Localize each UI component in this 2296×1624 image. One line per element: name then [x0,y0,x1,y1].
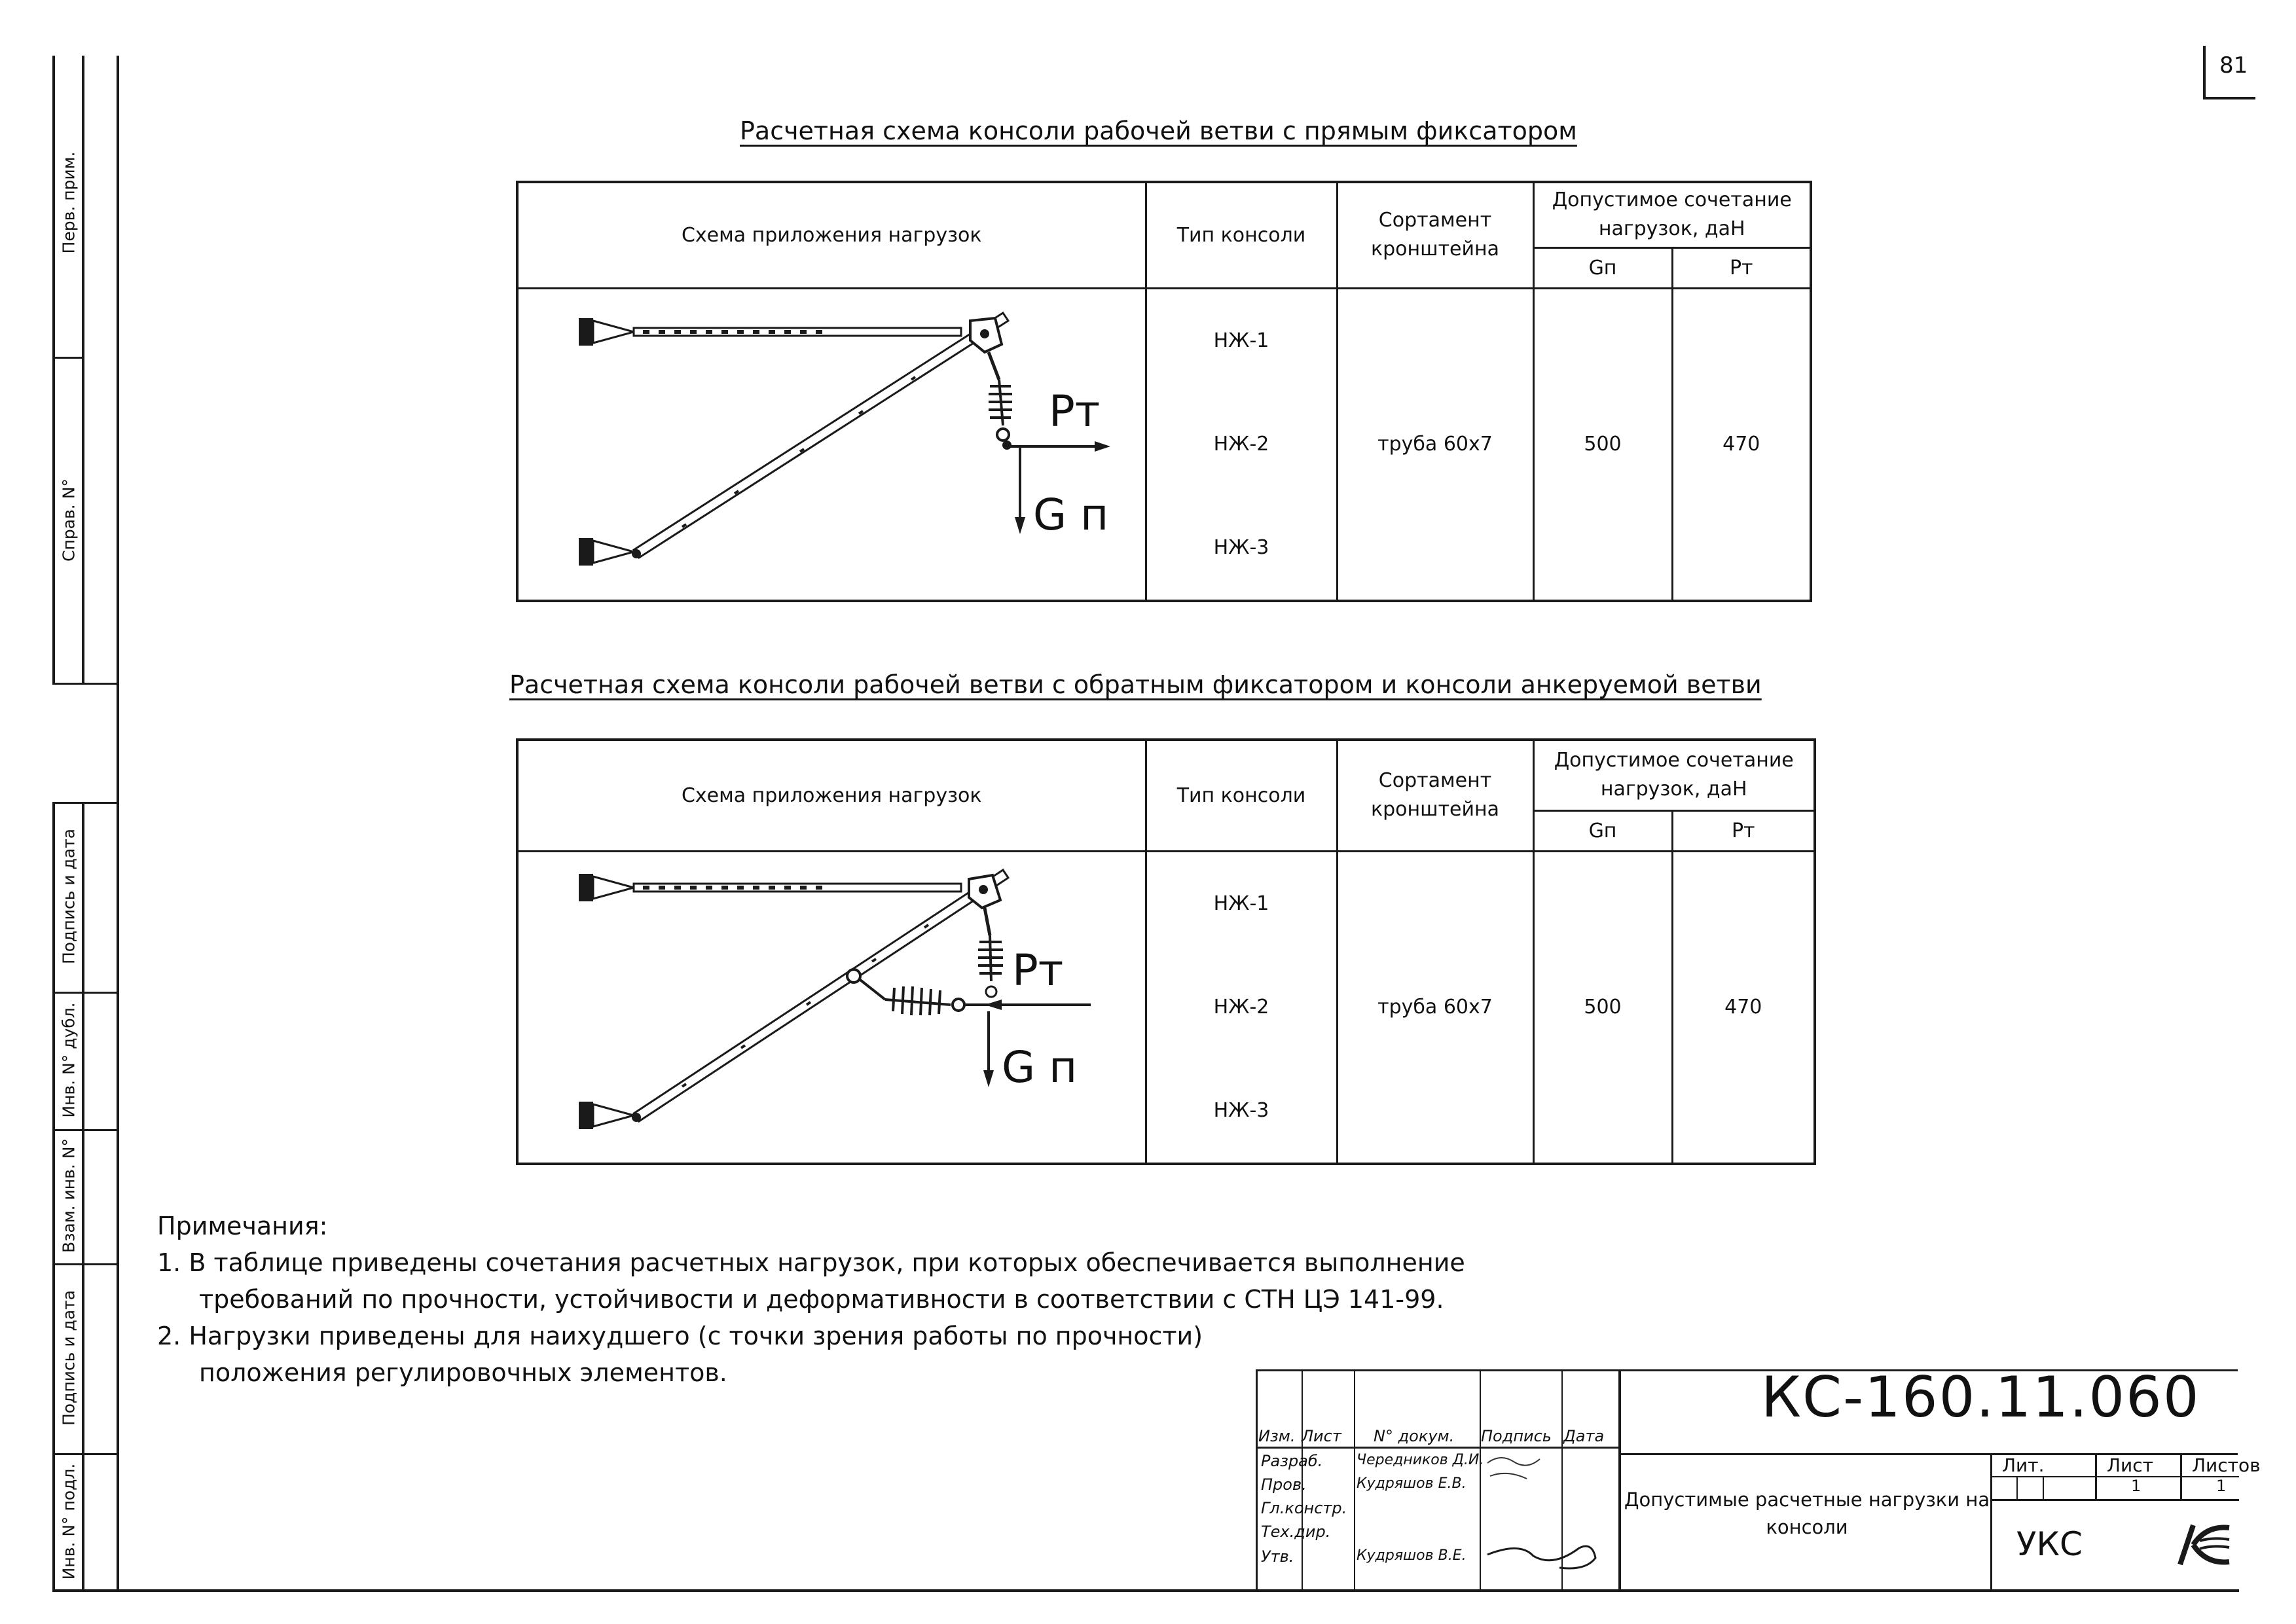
note-line: 1. В таблице приведены сочетания расчетных нагрузок, при которых обеспечивается выполнение [157,1248,1465,1277]
tb-header-izm: Изм. [1258,1427,1296,1445]
tie-rod [634,884,961,892]
tb-header-list: Лист [1302,1427,1341,1445]
section1-table [516,181,1812,602]
assortment-value: труба 60х7 [1337,851,1533,1164]
console-type: НЖ-1 [1213,892,1269,915]
console-type: НЖ-3 [1213,1098,1269,1122]
tie-rod [634,328,961,336]
page-number-divider [2203,46,2206,98]
header-scheme: Схема приложения нагрузок [517,740,1146,851]
header-pt: Pт [1672,247,1811,288]
sheet-label: Лист [2107,1454,2153,1476]
page-number-underline [2203,97,2255,99]
sheets-value: 1 [2216,1477,2227,1495]
tb-role: Гл.констр. [1261,1499,1347,1517]
gp-value: 500 [1533,288,1672,601]
label-gp: G п [1033,489,1109,540]
fixator-insulator-icon [885,986,951,1015]
notes-heading: Примечания: [157,1212,328,1240]
header-combo: Допустимое сочетание нагрузок, даН [1533,182,1811,247]
wall-anchor-icon [579,318,593,346]
console-type: НЖ-3 [1213,535,1269,559]
stamp-label: Инв. N° дубл. [59,1002,79,1118]
header-type: Тип консоли [1146,182,1337,288]
console-pipe [634,313,1008,558]
page-number: 81 [2219,52,2248,79]
pt-value: 470 [1672,288,1811,601]
gp-value: 500 [1533,851,1672,1164]
signature-icon [1481,1450,1612,1581]
notes [157,1208,1465,1391]
wall-anchor-icon [579,1102,593,1129]
section1-title: Расчетная схема консоли рабочей ветви с прямым фиксатором [740,117,1577,145]
pt-value: 470 [1672,851,1815,1164]
type-cell [1146,288,1337,601]
stamp-label: Подпись и дата [59,828,79,965]
tb-name: Чередников Д.И. [1357,1452,1484,1468]
scheme-cell [517,851,1146,1164]
tb-role: Пров. [1261,1475,1307,1494]
lit-label: Лит. [2002,1454,2045,1476]
console-straight-diagram [519,295,1144,594]
section2-title: Расчетная схема консоли рабочей ветви с обратным фиксатором и консоли анкеруемой ветви [509,670,1762,699]
organization: УКС [2016,1525,2083,1563]
header-scheme: Схема приложения нагрузок [517,182,1146,288]
stamp-label: Подпись и дата [59,1290,79,1426]
header-combo: Допустимое сочетание нагрузок, даН [1533,740,1815,810]
note-line: положения регулировочных элементов. [199,1358,727,1387]
stamp-label: Инв. N° подл. [59,1463,79,1580]
console-type: НЖ-2 [1213,995,1269,1019]
label-pt: Pт [1012,945,1064,996]
header-gp: Gп [1533,810,1672,851]
wall-anchor-icon [579,538,593,566]
section2-table [516,738,1816,1165]
header-gp: Gп [1533,247,1672,288]
label-pt: Pт [1049,386,1101,437]
insulator-icon [978,935,1003,981]
company-logo-icon [2167,1519,2232,1571]
note-line: требований по прочности, устойчивости и деформативности в соответствии с СТН ЦЭ 141-99. [199,1285,1444,1314]
tb-header-sign: Подпись [1481,1427,1552,1445]
tb-role: Разраб. [1261,1452,1323,1470]
wall-anchor-icon [579,874,593,901]
tb-name: Кудряшов Е.В. [1357,1475,1467,1492]
sheets-label: Листов [2192,1454,2261,1476]
stamp-label: Перв. прим. [59,151,79,254]
header-assortment: Сортамент кронштейна [1337,182,1533,288]
console-type: НЖ-2 [1213,432,1269,456]
header-type: Тип консоли [1146,740,1337,851]
console-type: НЖ-1 [1213,329,1269,352]
sheet-value: 1 [2131,1477,2141,1495]
console-pipe [634,870,1008,1121]
tb-header-doc: N° докум. [1374,1427,1455,1445]
tb-header-date: Дата [1563,1427,1605,1445]
insulator-icon [989,380,1012,425]
type-cell [1146,851,1337,1164]
label-gp: G п [1002,1041,1078,1092]
assortment-value: труба 60х7 [1337,288,1533,601]
console-reverse-diagram [519,859,1144,1155]
tb-role: Утв. [1261,1547,1294,1566]
header-pt: Pт [1672,810,1815,851]
stamp-label: Взам. инв. N° [59,1138,79,1253]
tb-name: Кудряшов В.Е. [1357,1547,1467,1564]
document-code: КС-160.11.060 [1761,1365,2200,1430]
scheme-cell [517,288,1146,601]
stamp-label: Справ. N° [59,478,79,562]
document-name: Допустимые расчетные нагрузки на консоли [1624,1489,1990,1538]
header-assortment: Сортамент кронштейна [1337,740,1533,851]
tb-role: Тех.дир. [1261,1523,1331,1541]
note-line: 2. Нагрузки приведены для наихудшего (с точки зрения работы по прочности) [157,1322,1203,1350]
